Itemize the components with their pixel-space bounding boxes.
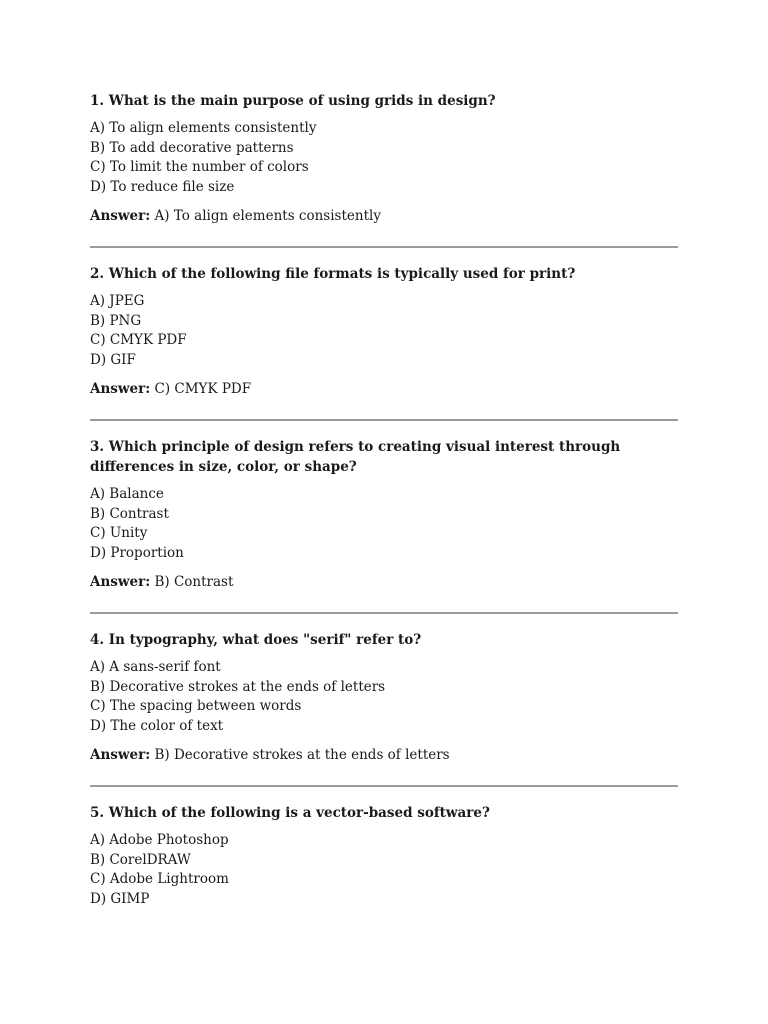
option-d: D) GIF bbox=[90, 351, 136, 368]
option-b: B) To add decorative patterns bbox=[90, 139, 294, 156]
divider bbox=[90, 419, 678, 421]
answer-line bbox=[90, 379, 678, 399]
quiz-document bbox=[90, 91, 678, 909]
answer-label: Answer: bbox=[90, 208, 151, 224]
options-list bbox=[90, 485, 678, 563]
option-d: D) GIMP bbox=[90, 890, 150, 907]
option-b: B) Contrast bbox=[90, 505, 169, 522]
divider bbox=[90, 246, 678, 248]
option-a: A) Balance bbox=[90, 486, 164, 502]
option-b: B) CorelDRAW bbox=[90, 851, 191, 868]
divider bbox=[90, 612, 678, 614]
question-3 bbox=[90, 437, 678, 592]
question-1 bbox=[90, 91, 678, 226]
answer-text: B) Contrast bbox=[154, 574, 234, 590]
question-5 bbox=[90, 803, 678, 909]
question-title: 1. What is the main purpose of using grids in design? bbox=[90, 93, 496, 109]
question-title: 4. In typography, what does "serif" refer to? bbox=[90, 632, 422, 648]
question-title: 3. Which principle of design refers to creating visual interest through differences in size, color, or shape? bbox=[90, 439, 621, 475]
answer-label: Answer: bbox=[90, 381, 151, 397]
answer-text: C) CMYK PDF bbox=[154, 381, 252, 397]
divider bbox=[90, 785, 678, 787]
question-2 bbox=[90, 264, 678, 399]
answer-line bbox=[90, 745, 678, 765]
answer-label: Answer: bbox=[90, 747, 151, 763]
option-d: D) To reduce file size bbox=[90, 178, 235, 195]
question-title: 2. Which of the following file formats is typically used for print? bbox=[90, 266, 576, 282]
option-d: D) The color of text bbox=[90, 717, 224, 734]
option-d: D) Proportion bbox=[90, 544, 184, 561]
option-a: A) To align elements consistently bbox=[90, 120, 317, 136]
option-a: A) JPEG bbox=[90, 293, 145, 309]
question-title: 5. Which of the following is a vector-based software? bbox=[90, 805, 490, 821]
option-a: A) Adobe Photoshop bbox=[90, 832, 229, 848]
options-list bbox=[90, 831, 678, 909]
option-c: C) To limit the number of colors bbox=[90, 159, 309, 175]
options-list bbox=[90, 119, 678, 197]
options-list bbox=[90, 292, 678, 370]
option-c: C) Adobe Lightroom bbox=[90, 871, 229, 887]
answer-line bbox=[90, 572, 678, 592]
option-b: B) PNG bbox=[90, 312, 142, 329]
answer-text: A) To align elements consistently bbox=[154, 208, 381, 224]
option-c: C) The spacing between words bbox=[90, 698, 302, 714]
answer-text: B) Decorative strokes at the ends of letters bbox=[154, 747, 450, 763]
option-b: B) Decorative strokes at the ends of letters bbox=[90, 678, 386, 695]
answer-label: Answer: bbox=[90, 574, 151, 590]
question-4 bbox=[90, 630, 678, 765]
option-c: C) CMYK PDF bbox=[90, 332, 187, 348]
answer-line bbox=[90, 206, 678, 226]
option-a: A) A sans-serif font bbox=[90, 659, 221, 675]
options-list bbox=[90, 658, 678, 736]
option-c: C) Unity bbox=[90, 525, 148, 541]
